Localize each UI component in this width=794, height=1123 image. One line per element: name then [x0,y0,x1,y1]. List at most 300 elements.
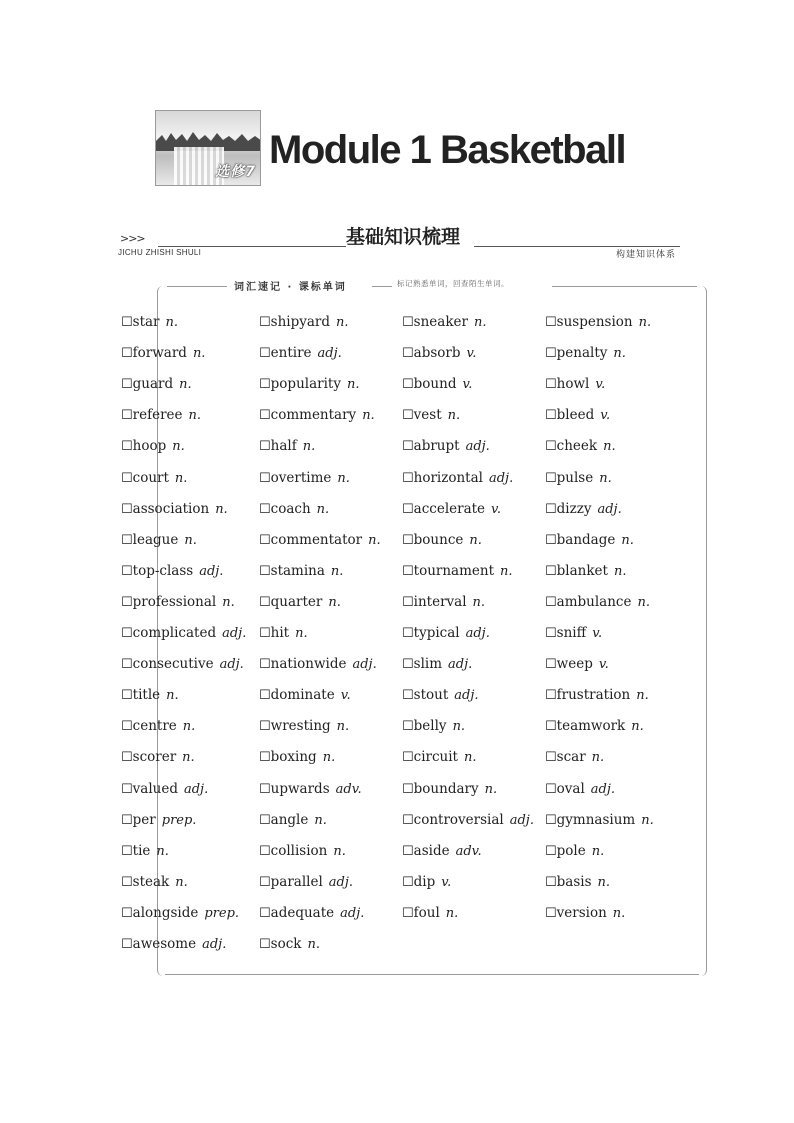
part-of-speech: v. [441,874,452,890]
checkbox-icon[interactable]: ☐ [402,594,414,610]
vocab-word: bandage [556,531,616,548]
part-of-speech: n. [597,874,611,890]
vocab-item[interactable] [121,374,192,395]
vocab-item[interactable] [402,623,490,644]
vocab-item[interactable] [259,779,362,800]
checkbox-icon[interactable]: ☐ [545,563,557,579]
vocab-word: bound [413,376,457,393]
vocab-item[interactable] [121,654,244,675]
part-of-speech: adj. [340,905,365,921]
checkbox-icon[interactable]: ☐ [545,501,557,517]
checkbox-icon[interactable]: ☐ [121,905,133,921]
checkbox-icon[interactable]: ☐ [259,470,271,486]
part-of-speech: n. [636,688,649,704]
vocab-word: court [132,469,169,486]
vocab-word: stamina [270,562,325,579]
vocab-word: abrupt [413,438,460,455]
part-of-speech: adj. [222,626,247,641]
vocab-item[interactable] [402,779,497,800]
checkbox-icon[interactable]: ☐ [121,594,133,610]
vocab-note: 标记熟悉单词，回查陌生单词。 [397,279,509,288]
part-of-speech: n. [322,750,336,766]
part-of-speech: n. [222,594,235,610]
part-of-speech: n. [613,346,626,362]
vocab-item[interactable] [545,312,651,333]
vocab-item[interactable] [545,468,612,489]
checkbox-icon[interactable]: ☐ [402,874,414,890]
checkbox-icon[interactable]: ☐ [545,905,557,921]
vocab-word: commentary [270,407,357,424]
vocab-word: top-class [132,562,194,579]
vocab-word: controversial [413,811,504,828]
vocab-word: sneaker [413,314,468,330]
checkbox-icon[interactable]: ☐ [121,377,133,393]
vocab-item[interactable] [121,747,195,768]
part-of-speech: n. [484,781,498,797]
part-of-speech: adj. [199,563,224,579]
checkbox-icon[interactable]: ☐ [402,688,414,704]
checkbox-icon[interactable]: ☐ [121,874,133,890]
vocab-word: bounce [413,531,464,548]
checkbox-icon[interactable]: ☐ [259,905,271,921]
part-of-speech: n. [337,470,350,486]
vocab-item[interactable] [402,685,479,706]
vocab-item[interactable] [402,810,534,831]
checkbox-icon[interactable]: ☐ [402,781,414,797]
part-of-speech: v. [340,688,351,704]
vocab-item[interactable] [259,872,353,893]
vocab-item[interactable] [545,841,604,862]
part-of-speech: adj. [590,781,616,797]
vocab-item[interactable] [259,499,329,520]
part-of-speech: adj. [509,812,534,828]
vocab-word: complicated [132,625,217,641]
vocab-word: gymnasium [556,811,636,828]
part-of-speech: n. [330,563,344,579]
elective-badge: 选修7 [215,164,256,180]
vocab-item[interactable] [121,312,178,333]
vocab-word: coach [270,500,311,517]
checkbox-icon[interactable]: ☐ [402,657,414,673]
vocab-word: overtime [270,469,332,486]
vocab-word: half [270,438,297,455]
vocab-word: stout [413,687,449,704]
vocab-item[interactable] [121,685,179,706]
checkbox-icon[interactable]: ☐ [259,812,271,828]
checkbox-icon[interactable]: ☐ [545,470,557,486]
vocab-word: pulse [556,469,594,486]
vocab-item[interactable] [545,374,605,395]
checkbox-icon[interactable]: ☐ [545,874,557,890]
vocab-item[interactable] [259,716,349,737]
checkbox-icon[interactable]: ☐ [259,315,271,330]
vocab-item[interactable] [402,499,501,520]
checkbox-icon[interactable]: ☐ [259,532,271,548]
part-of-speech: adj. [488,470,514,486]
vocab-word: guard [132,376,174,393]
checkbox-icon[interactable]: ☐ [121,439,133,455]
vocab-item[interactable] [259,841,346,862]
vocab-item[interactable] [545,405,610,426]
checkbox-icon[interactable]: ☐ [121,346,133,362]
part-of-speech: n. [591,750,605,766]
vocab-word: weep [556,656,593,673]
waterfall-thumbnail-image [155,110,261,186]
vocab-item[interactable] [259,530,381,551]
vocab-item[interactable] [121,405,201,426]
vocab-item[interactable] [259,747,335,768]
checkbox-icon[interactable]: ☐ [121,843,133,859]
vocab-word: association [132,500,210,517]
checkbox-icon[interactable]: ☐ [259,688,271,704]
vocab-word: commentator [270,531,363,548]
checkbox-icon[interactable]: ☐ [121,563,133,579]
vocab-word: aside [413,842,450,859]
vocab-word: quarter [270,593,323,610]
part-of-speech: v. [462,377,473,393]
vocab-item[interactable] [402,561,513,582]
vocab-word: blanket [556,562,608,579]
part-of-speech: adj. [454,688,479,704]
part-of-speech: n. [500,563,513,579]
checkbox-icon[interactable]: ☐ [259,843,271,859]
vocab-word: boxing [270,749,317,766]
vocab-item[interactable] [259,436,315,457]
part-of-speech: n. [469,532,482,548]
vocab-item[interactable] [121,903,239,924]
vocab-item[interactable] [402,374,472,395]
vocab-item[interactable] [259,405,375,426]
part-of-speech: adv. [335,781,362,797]
part-of-speech: n. [166,688,179,704]
vocab-item[interactable] [121,530,197,551]
vocab-item[interactable] [402,903,458,924]
vocab-item[interactable] [121,468,187,489]
part-of-speech: adj. [465,626,490,641]
vocab-word: scar [556,749,586,766]
vocab-item[interactable] [259,561,343,582]
vocab-item[interactable] [402,468,513,489]
checkbox-icon[interactable]: ☐ [545,315,557,330]
vocab-item[interactable] [545,685,649,706]
vocab-word: belly [413,718,447,735]
vocab-box-bottom-border [165,974,699,975]
checkbox-icon[interactable]: ☐ [545,594,557,610]
checkbox-icon[interactable]: ☐ [545,408,557,424]
part-of-speech: n. [591,843,605,859]
part-of-speech: n. [452,719,466,735]
checkbox-icon[interactable]: ☐ [402,439,414,455]
checkbox-icon[interactable]: ☐ [121,750,133,766]
checkbox-icon[interactable]: ☐ [402,408,414,424]
vocab-item[interactable] [545,903,625,924]
part-of-speech: n. [473,315,487,330]
checkbox-icon[interactable]: ☐ [259,657,271,673]
vocab-word: vest [413,407,442,424]
part-of-speech: n. [188,408,202,424]
vocab-item[interactable] [545,436,616,457]
vocab-item[interactable] [121,592,235,613]
vocab-item[interactable] [121,499,228,520]
part-of-speech: n. [215,501,228,517]
section-header [118,222,680,262]
checkbox-icon[interactable]: ☐ [402,377,414,393]
vocab-item[interactable] [259,374,359,395]
part-of-speech: n. [179,377,192,393]
vocab-word: sock [270,936,302,952]
vocab-word: popularity [270,376,341,393]
part-of-speech: n. [603,439,616,455]
vocab-word: circuit [413,749,458,766]
vocab-item[interactable] [545,623,602,644]
vocab-item[interactable] [545,747,604,768]
checkbox-icon[interactable]: ☐ [121,781,133,797]
checkbox-icon[interactable]: ☐ [545,377,557,393]
section-title: 基础知识梳理 [345,226,460,248]
part-of-speech: n. [445,905,459,921]
checkbox-icon[interactable]: ☐ [259,874,271,890]
part-of-speech: n. [175,874,188,890]
part-of-speech: adj. [465,439,490,455]
part-of-speech: n. [156,843,169,859]
vocab-item[interactable] [545,716,644,737]
vocab-item[interactable] [121,716,195,737]
vocab-item[interactable] [402,592,485,613]
vocab-word: hoop [132,438,167,455]
vocab-item[interactable] [545,779,615,800]
vocab-item[interactable] [259,903,364,924]
checkbox-icon[interactable]: ☐ [545,626,557,641]
vocab-item[interactable] [121,872,188,893]
vocab-item[interactable] [402,405,460,426]
vocab-item[interactable] [121,623,246,644]
checkbox-icon[interactable]: ☐ [121,937,133,952]
checkbox-icon[interactable]: ☐ [121,657,133,673]
checkbox-icon[interactable]: ☐ [545,781,557,797]
part-of-speech: n. [328,594,341,610]
vocab-item[interactable] [259,343,342,364]
part-of-speech: n. [638,315,652,330]
part-of-speech: n. [637,594,650,610]
part-of-speech: n. [172,439,185,455]
checkbox-icon[interactable]: ☐ [545,843,557,859]
vocab-word: teamwork [556,718,626,735]
checkbox-icon[interactable]: ☐ [121,408,133,424]
page-title: Module 1 Basketball [269,128,626,172]
checkbox-icon[interactable]: ☐ [402,315,414,330]
checkbox-icon[interactable]: ☐ [402,470,414,486]
part-of-speech: n. [182,750,195,766]
vocab-item[interactable] [121,779,208,800]
part-of-speech: n. [621,532,634,548]
vocab-item[interactable] [121,561,223,582]
part-of-speech: n. [182,719,196,735]
vocab-item[interactable] [545,530,634,551]
vocab-word: nationwide [270,656,347,673]
checkbox-icon[interactable]: ☐ [121,470,133,486]
part-of-speech: n. [447,408,461,424]
vocab-item[interactable] [259,468,350,489]
checkbox-icon[interactable]: ☐ [259,750,271,766]
checkbox-icon[interactable]: ☐ [402,346,414,362]
vocab-item[interactable] [259,312,349,333]
checkbox-icon[interactable]: ☐ [545,439,557,455]
vocab-word: forward [132,345,187,362]
checkbox-icon[interactable]: ☐ [259,563,271,579]
checkbox-icon[interactable]: ☐ [545,346,557,362]
checkbox-icon[interactable]: ☐ [121,719,133,735]
checkbox-icon[interactable]: ☐ [402,719,414,735]
checkbox-icon[interactable]: ☐ [259,377,271,393]
vocab-item[interactable] [121,934,226,955]
part-of-speech: n. [362,408,375,424]
vocab-item[interactable] [259,810,327,831]
checkbox-icon[interactable]: ☐ [545,657,557,673]
vocab-word: professional [132,593,217,610]
checkbox-icon[interactable]: ☐ [545,719,557,735]
vocab-item[interactable] [121,343,205,364]
checkbox-icon[interactable]: ☐ [259,781,271,797]
vocab-item[interactable] [545,592,650,613]
vocab-word: consecutive [132,656,214,673]
part-of-speech: v. [466,346,477,362]
vocab-item[interactable] [402,716,465,737]
vocab-item[interactable] [259,934,320,955]
vocab-item[interactable] [545,810,654,831]
vocab-item[interactable] [545,561,626,582]
part-of-speech: adj. [202,937,227,952]
vocab-item[interactable] [121,810,196,831]
checkbox-icon[interactable]: ☐ [259,594,271,610]
vocab-word: accelerate [413,500,486,517]
vocab-word: version [556,904,607,921]
part-of-speech: n. [295,626,308,641]
checkbox-icon[interactable]: ☐ [259,626,271,641]
vocab-item[interactable] [402,872,451,893]
vocab-word: frustration [556,687,631,704]
section-pinyin: JICHU ZHISHI SHULI [118,248,202,257]
vocab-word: parallel [270,873,323,890]
vocab-word: entire [270,345,312,362]
checkbox-icon[interactable]: ☐ [121,812,133,828]
checkbox-icon[interactable]: ☐ [402,532,414,548]
vocab-item[interactable] [259,685,351,706]
checkbox-icon[interactable]: ☐ [259,408,271,424]
checkbox-icon[interactable]: ☐ [259,346,271,362]
vocab-word: dominate [270,687,335,704]
part-of-speech: n. [368,532,381,548]
vocab-item[interactable] [545,654,609,675]
checkbox-icon[interactable]: ☐ [402,563,414,579]
vocab-word: awesome [132,936,197,952]
checkbox-icon[interactable]: ☐ [121,626,133,641]
checkbox-icon[interactable]: ☐ [402,501,414,517]
checkbox-icon[interactable]: ☐ [402,843,414,859]
vocab-word: basis [556,873,592,890]
vocab-item[interactable] [121,436,185,457]
checkbox-icon[interactable]: ☐ [545,750,557,766]
section-right-label: 构建知识体系 [615,250,676,260]
vocab-item[interactable] [259,592,341,613]
checkbox-icon[interactable]: ☐ [259,501,271,517]
vocab-item[interactable] [402,436,490,457]
part-of-speech: n. [302,439,316,455]
checkbox-icon[interactable]: ☐ [402,626,414,641]
vocab-item[interactable] [545,872,610,893]
part-of-speech: n. [613,563,627,579]
checkbox-icon[interactable]: ☐ [259,719,271,735]
part-of-speech: v. [598,657,609,673]
part-of-speech: v. [595,377,606,393]
checkbox-icon[interactable]: ☐ [121,501,133,517]
part-of-speech: n. [336,719,350,735]
part-of-speech: n. [165,315,179,330]
vocab-word: bleed [556,407,595,424]
vocab-word: league [132,531,179,548]
vocab-word: dizzy [556,500,592,517]
chevrons-icon: >>> [120,232,145,245]
divider-left [158,246,346,247]
vocab-item[interactable] [545,343,626,364]
vocab-word: centre [132,718,177,735]
part-of-speech: n. [612,905,626,921]
vocab-item[interactable] [402,343,476,364]
checkbox-icon[interactable]: ☐ [545,688,557,704]
vocab-word: scorer [132,749,177,766]
vocab-item[interactable] [545,499,622,520]
vocab-word: adequate [270,904,335,921]
part-of-speech: adv. [455,843,482,859]
vocab-item[interactable] [402,841,482,862]
vocab-item[interactable] [402,747,477,768]
checkbox-icon[interactable]: ☐ [402,750,414,766]
vocab-item[interactable] [402,654,472,675]
checkbox-icon[interactable]: ☐ [259,937,271,952]
vocab-word: sniff [556,625,587,641]
vocab-word: suspension [556,314,633,330]
checkbox-icon[interactable]: ☐ [402,812,414,828]
vocab-word: referee [132,407,183,424]
vocab-word: dip [413,873,436,890]
vocab-item[interactable] [259,654,377,675]
part-of-speech: adj. [597,501,622,517]
vocab-word: shipyard [270,314,331,330]
vocab-item[interactable] [259,623,308,644]
checkbox-icon[interactable]: ☐ [545,532,557,548]
vocab-word: penalty [556,345,608,362]
part-of-speech: prep. [161,812,197,828]
part-of-speech: adj. [219,657,244,673]
part-of-speech: n. [314,812,327,828]
vocab-item[interactable] [402,312,486,333]
vocab-word: howl [556,376,590,393]
vocab-word: hit [270,625,290,641]
vocab-word: upwards [270,780,330,797]
vocab-item[interactable] [402,530,482,551]
part-of-speech: n. [641,812,654,828]
vocab-word: oval [556,780,585,797]
checkbox-icon[interactable]: ☐ [545,812,557,828]
checkbox-icon[interactable]: ☐ [121,315,133,330]
checkbox-icon[interactable]: ☐ [121,532,133,548]
vocab-word: star [132,314,160,330]
vocab-item[interactable] [121,841,169,862]
checkbox-icon[interactable]: ☐ [121,688,133,704]
part-of-speech: adj. [448,657,473,673]
vocab-word: alongside [132,904,199,921]
checkbox-icon[interactable]: ☐ [259,439,271,455]
checkbox-icon[interactable]: ☐ [402,905,414,921]
